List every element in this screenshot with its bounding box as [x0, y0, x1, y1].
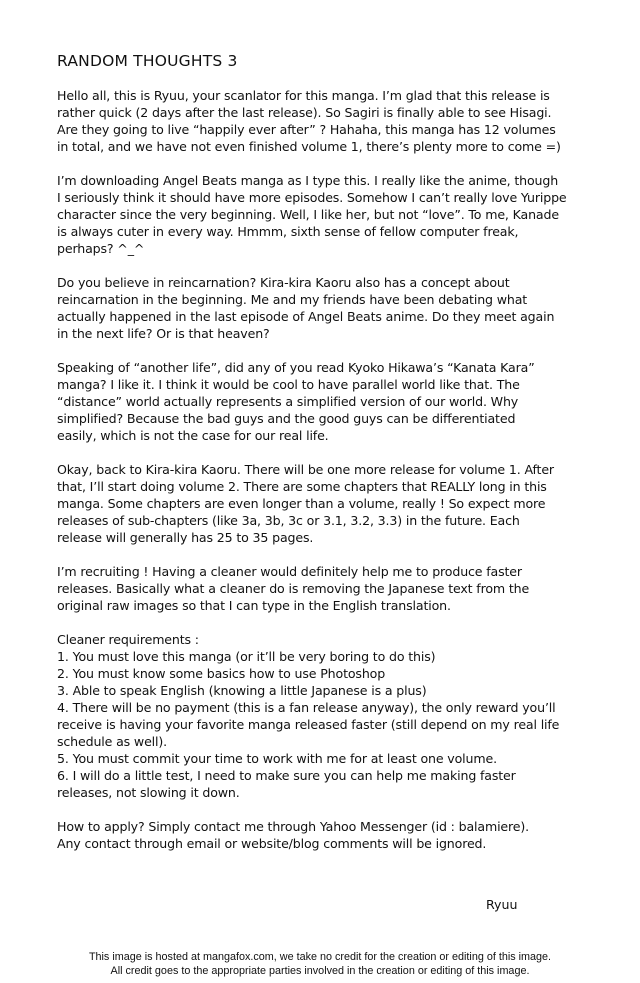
- list-item: 2. You must know some basics how to use Photoshop: [57, 666, 386, 681]
- paragraph-release-plan: Okay, back to Kira-kira Kaoru. There will be one more release for volume 1. After that, I’ll start doing volume 2. There are some chapters that REALLY long in this manga. Some chapters are even longer than a volume, really ! So expect more releases of sub-chapters (like 3a, 3b, 3c or 3.1, 3.2, 3.3) in the future. Each release will generally has 25 to 35 pages.: [57, 462, 554, 545]
- article-body: [57, 50, 597, 869]
- list-item: 6. I will do a little test, I need to make sure you can help me making faster releases, not slowing it down.: [57, 768, 516, 800]
- disclaimer-line: This image is hosted at mangafox.com, we take no credit for the creation or editing of this image.: [88, 951, 552, 963]
- requirements-heading: Cleaner requirements :: [57, 632, 199, 647]
- paragraph-recruiting: I’m recruiting ! Having a cleaner would definitely help me to produce faster releases. Basically what a cleaner do is removing the Japanese text from the original raw images so that I can type in the English translation.: [57, 564, 530, 613]
- page-title: RANDOM THOUGHTS 3: [57, 52, 238, 70]
- paragraph-angel-beats: I’m downloading Angel Beats manga as I type this. I really like the anime, though I seriously think it should have more episodes. Somehow I can’t really love Yurippe character since the very beginning. Well, I like her, but not “love”. To me, Kanade is always cuter in every way. Hmmm, sixth sense of fellow computer freak, perhaps? ^_^: [57, 173, 567, 256]
- paragraph-intro: Hello all, this is Ryuu, your scanlator for this manga. I’m glad that this release is rather quick (2 days after the last release). So Sagiri is finally able to see Hisagi. Are they going to live “happily ever after” ? Hahaha, this manga has 12 volumes in total, and we have not even finished volume 1, there’s plenty more to come =): [57, 88, 561, 154]
- hosting-disclaimer: [0, 950, 640, 978]
- paragraph-how-to-apply: How to apply? Simply contact me through Yahoo Messenger (id : balamiere). Any contact through email or website/blog comments will be ignored.: [57, 819, 529, 851]
- requirements-list: [57, 631, 597, 801]
- paragraph-another-life: Speaking of “another life”, did any of you read Kyoko Hikawa’s “Kanata Kara” manga? I like it. I think it would be cool to have parallel world like that. The “distance” world actually represents a simplified version of our world. Why simplified? Because the bad guys and the good guys can be differentiated easily, which is not the case for our real life.: [57, 360, 535, 443]
- signature: Ryuu: [486, 897, 518, 912]
- list-item: 4. There will be no payment (this is a fan release anyway), the only reward you’ll receive is having your favorite manga released faster (still depend on my real life schedule as well).: [57, 700, 560, 749]
- list-item: 3. Able to speak English (knowing a little Japanese is a plus): [57, 683, 427, 698]
- list-item: 5. You must commit your time to work with me for at least one volume.: [57, 751, 497, 766]
- paragraph-reincarnation: Do you believe in reincarnation? Kira-kira Kaoru also has a concept about reincarnation in the beginning. Me and my friends have been debating what actually happened in the last episode of Angel Beats anime. Do they meet again in the next life? Or is that heaven?: [57, 275, 555, 341]
- list-item: 1. You must love this manga (or it’ll be very boring to do this): [57, 649, 436, 664]
- disclaimer-line: All credit goes to the appropriate parties involved in the creation or editing of this image.: [110, 965, 530, 977]
